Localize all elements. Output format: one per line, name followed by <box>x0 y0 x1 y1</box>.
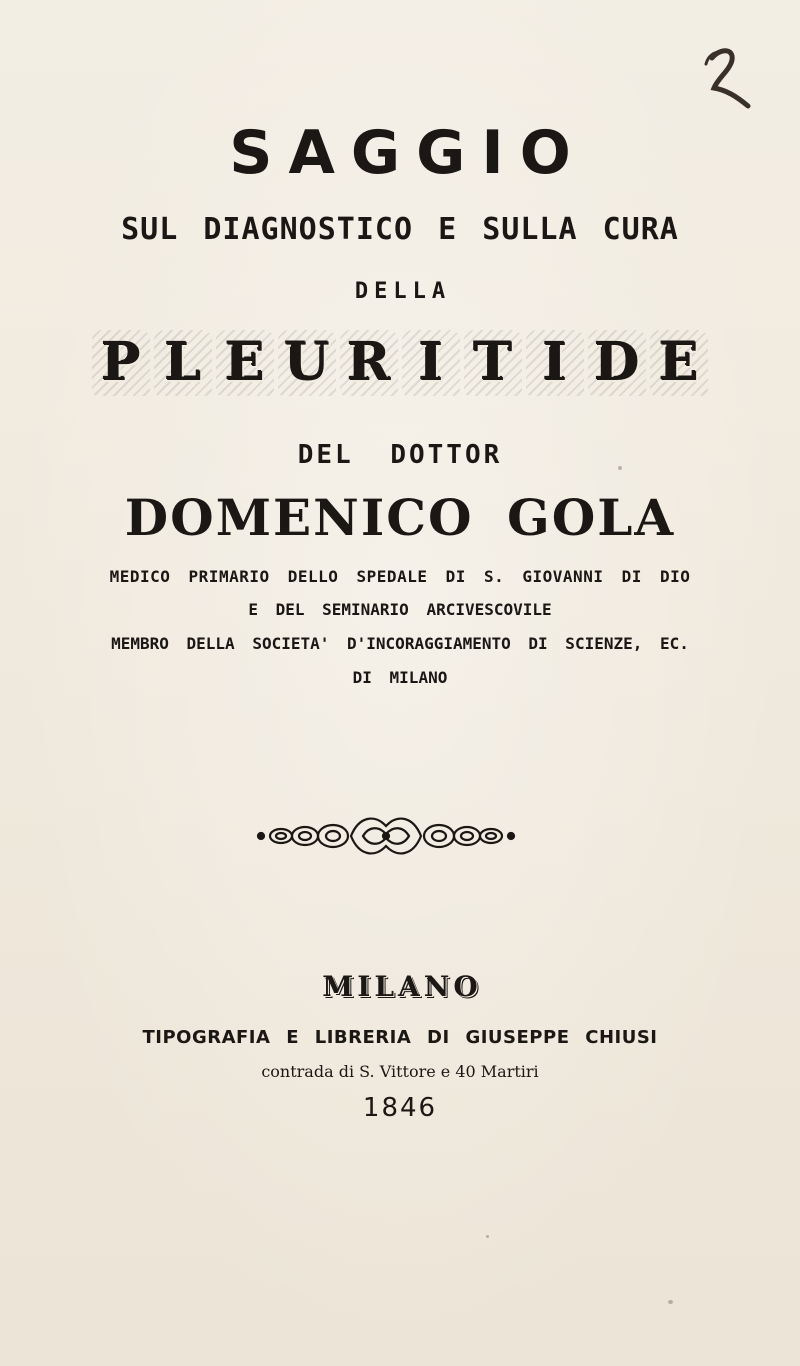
subject-letter: I <box>526 330 584 396</box>
credential-line: MEDICO PRIMARIO DELLO SPEDALE DI S. GIOVANNI DI DIO <box>109 567 691 586</box>
publication-year: 1846 <box>362 1093 438 1123</box>
ornament-divider-icon <box>255 808 517 864</box>
subject-letter: E <box>650 330 708 396</box>
subject-letter: D <box>588 330 646 396</box>
paper-speck <box>486 1235 489 1238</box>
book-subtitle: SUL DIAGNOSTICO E SULLA CURA <box>121 212 679 247</box>
city-imprint: MILANO <box>322 970 482 1003</box>
subject-letter: I <box>402 330 460 396</box>
book-title: SAGGIO <box>229 118 587 188</box>
subject-letter: L <box>154 330 212 396</box>
subject-letter: E <box>216 330 274 396</box>
subject-letter: T <box>464 330 522 396</box>
subject-letter: U <box>278 330 336 396</box>
printer-imprint: TIPOGRAFIA E LIBRERIA DI GIUSEPPE CHIUSI <box>142 1027 658 1048</box>
della-word: DELLA <box>354 279 452 304</box>
subject-heading <box>0 330 800 410</box>
subject-letter: P <box>92 330 150 396</box>
paper-speck <box>618 466 622 470</box>
paper-speck <box>668 1300 673 1304</box>
subject-letter: R <box>340 330 398 396</box>
author-name: DOMENICO GOLA <box>124 488 676 547</box>
credential-line: E DEL SEMINARIO ARCIVESCOVILE <box>248 600 552 619</box>
by-line: DEL DOTTOR <box>297 440 503 470</box>
credential-line: DI MILANO <box>352 668 448 687</box>
credential-line: MEMBRO DELLA SOCIETA' D'INCORAGGIAMENTO DI SCIENZE, EC. <box>111 634 689 653</box>
printer-address: contrada di S. Vittore e 40 Martiri <box>261 1062 539 1081</box>
handwritten-mark-icon <box>692 40 752 110</box>
